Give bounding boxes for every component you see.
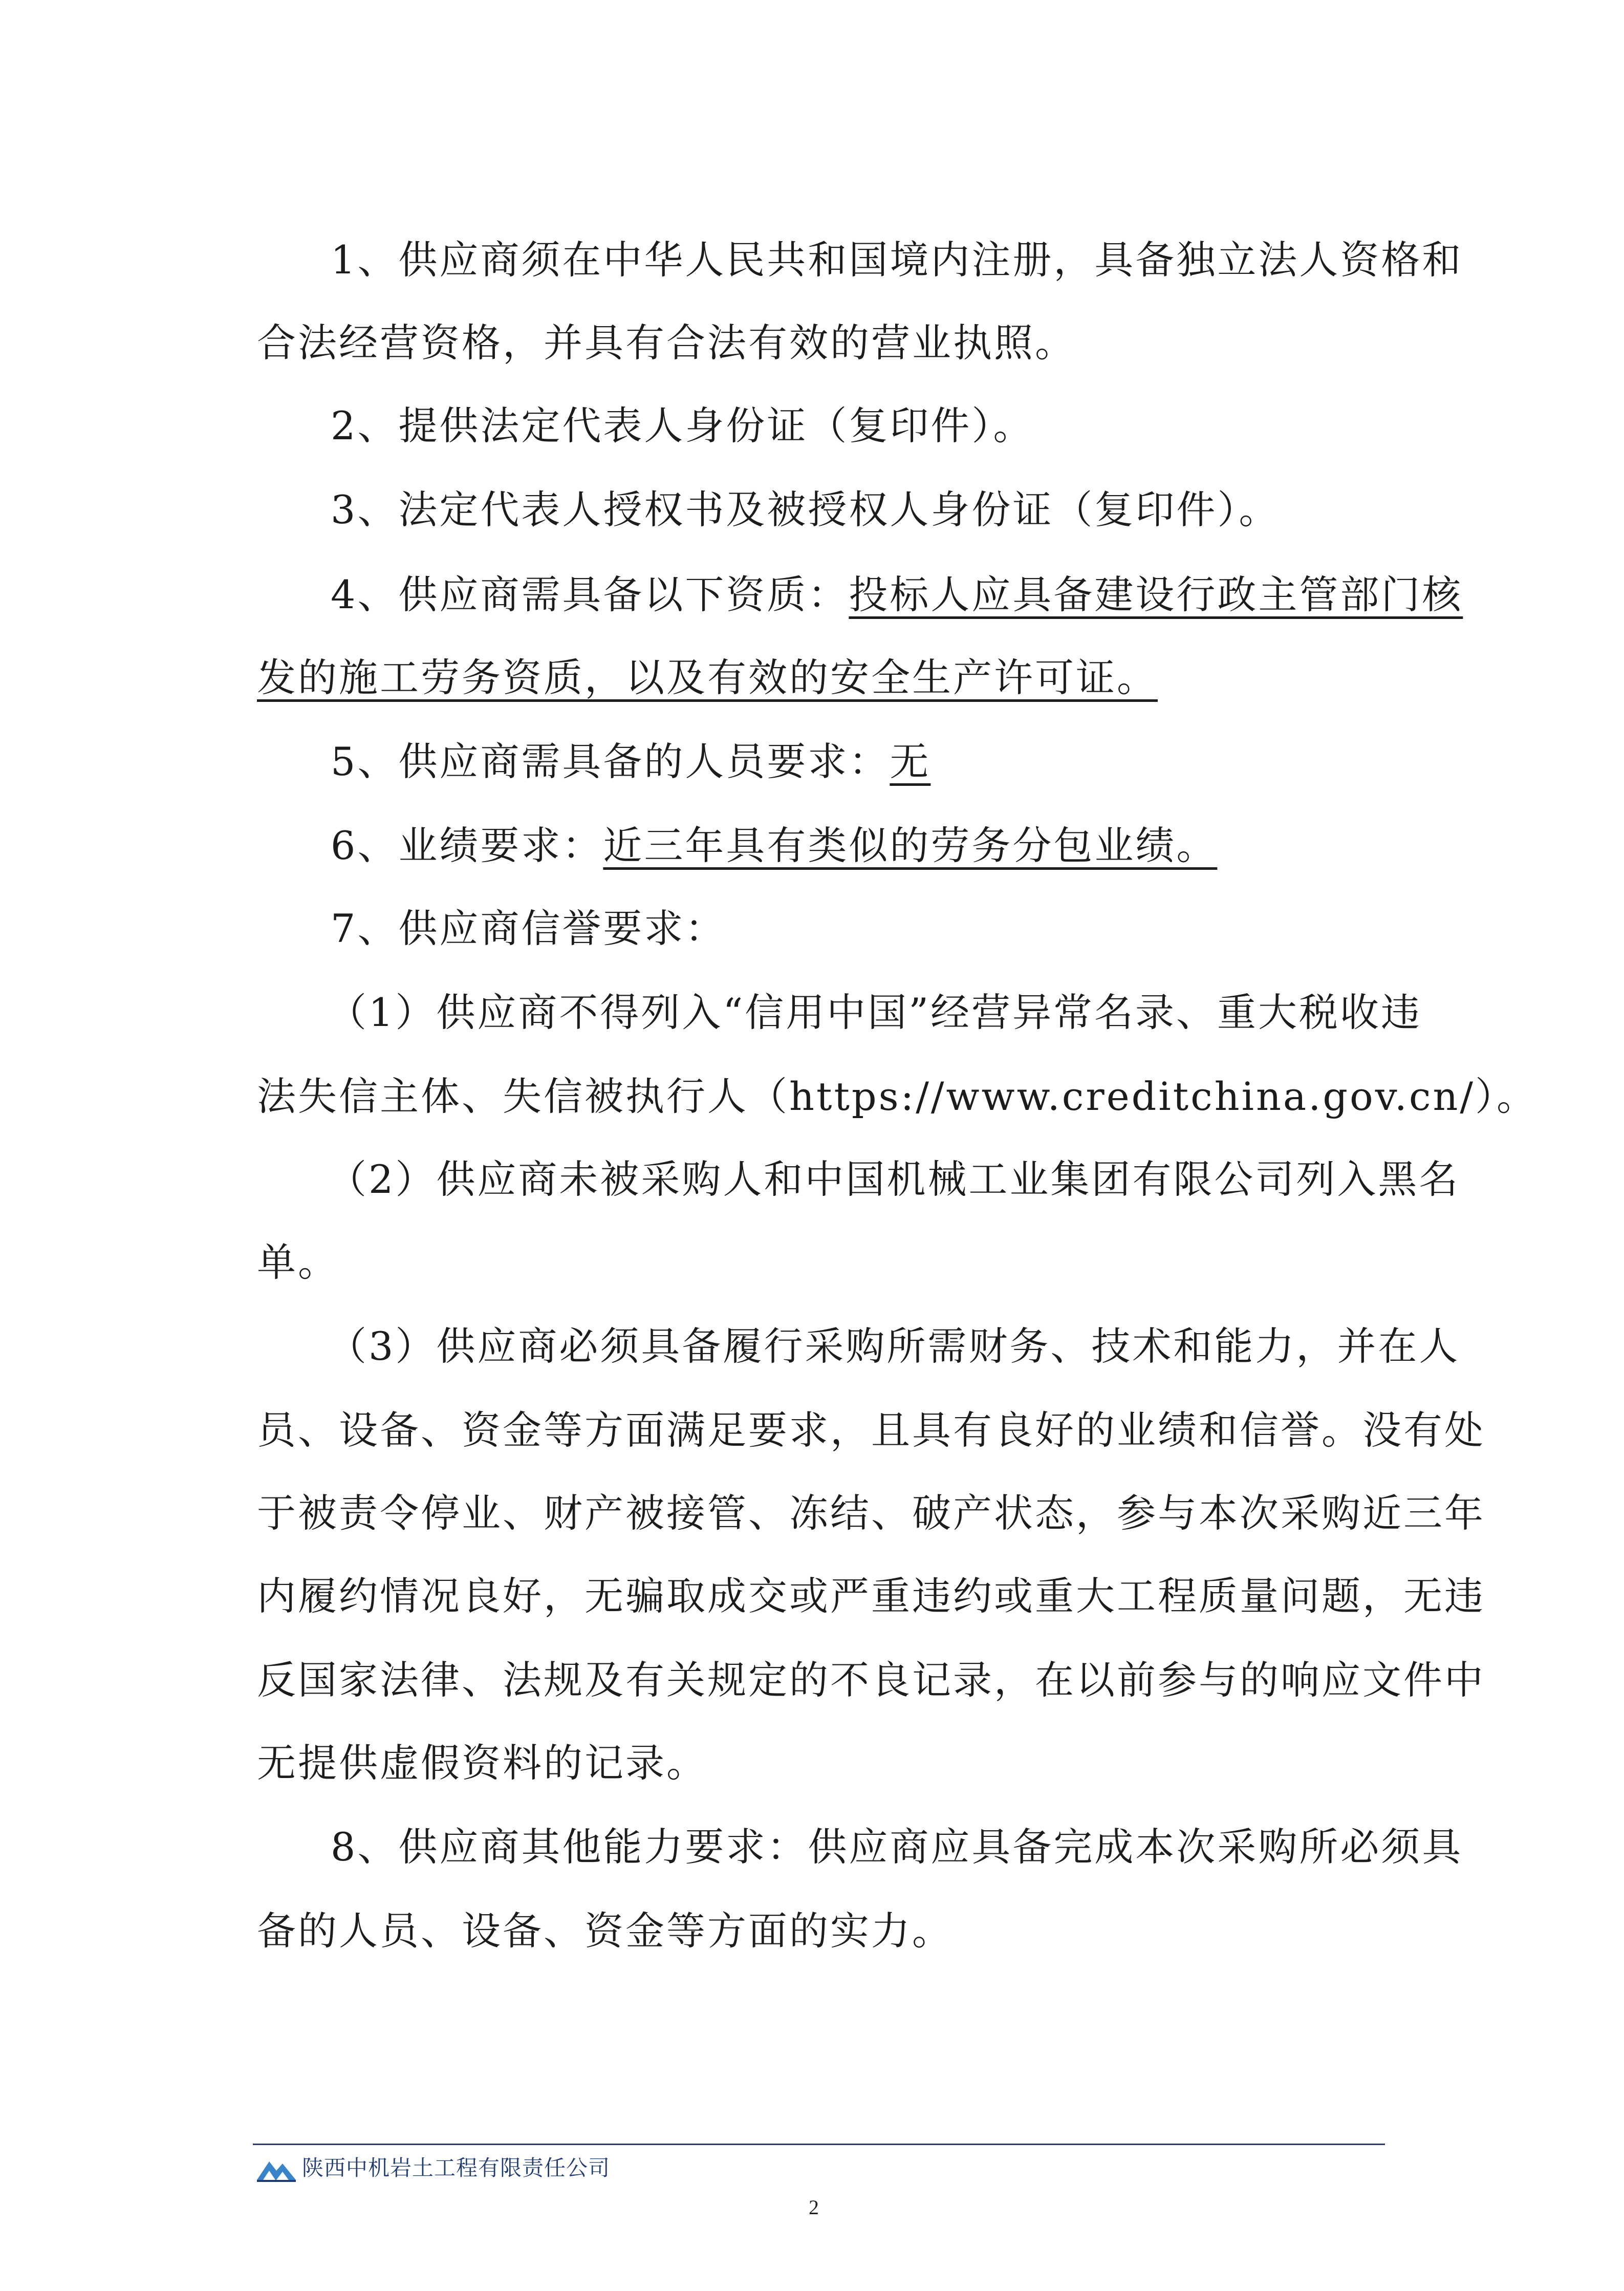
page-number: 2 bbox=[809, 2196, 819, 2219]
requirement-2: 2、提供法定代表人身份证（复印件）。 bbox=[331, 403, 1034, 448]
personnel-requirement-value: 无 bbox=[890, 739, 931, 784]
qualification-text-continued: 发的施工劳务资质，以及有效的安全生产许可证。 bbox=[257, 655, 1158, 700]
mountain-logo-icon bbox=[256, 2154, 297, 2183]
requirement-7-3-line-6: 无提供虚假资料的记录。 bbox=[257, 1740, 707, 1786]
footer-divider bbox=[253, 2144, 1385, 2145]
requirement-1-line-1: 1、供应商须在中华人民共和国境内注册，具备独立法人资格和 bbox=[331, 237, 1463, 283]
footer-company-name: 陕西中机岩土工程有限责任公司 bbox=[302, 2155, 611, 2180]
requirement-7-1-line-2: 法失信主体、失信被执行人（https://www.creditchina.gov.cn/）。 bbox=[257, 1074, 1538, 1119]
requirement-7-3-line-3: 于被责令停业、财产被接管、冻结、破产状态，参与本次采购近三年 bbox=[257, 1490, 1485, 1536]
requirement-7-3-line-5: 反国家法律、法规及有关规定的不良记录，在以前参与的响应文件中 bbox=[257, 1657, 1485, 1703]
performance-requirement-value: 近三年具有类似的劳务分包业绩。 bbox=[603, 823, 1218, 868]
requirement-3: 3、法定代表人授权书及被授权人身份证（复印件）。 bbox=[331, 487, 1280, 532]
requirement-8-line-2: 备的人员、设备、资金等方面的实力。 bbox=[257, 1908, 953, 1954]
requirement-7-2-line-2: 单。 bbox=[257, 1239, 339, 1285]
requirement-7-3-line-1: （3）供应商必须具备履行采购所需财务、技术和能力，并在人 bbox=[328, 1323, 1460, 1369]
requirement-7-heading: 7、供应商信誉要求： bbox=[331, 906, 726, 951]
requirement-1-line-2: 合法经营资格，并具有合法有效的营业执照。 bbox=[257, 320, 1076, 366]
requirement-6: 6、业绩要求：近三年具有类似的劳务分包业绩。 bbox=[331, 823, 1218, 868]
requirement-7-1-line-1: （1）供应商不得列入“信用中国”经营异常名录、重大税收违 bbox=[328, 990, 1422, 1035]
requirement-7-2-line-1: （2）供应商未被采购人和中国机械工业集团有限公司列入黑名 bbox=[328, 1157, 1460, 1202]
requirement-4-line-1: 4、供应商需具备以下资质：投标人应具备建设行政主管部门核 bbox=[331, 572, 1463, 617]
requirement-4-line-2 bbox=[257, 655, 1383, 700]
requirement-7-3-line-4: 内履约情况良好，无骗取成交或严重违约或重大工程质量问题，无违 bbox=[257, 1573, 1485, 1619]
requirement-8-line-1: 8、供应商其他能力要求：供应商应具备完成本次采购所必须具 bbox=[331, 1824, 1463, 1870]
requirement-5: 5、供应商需具备的人员要求：无 bbox=[331, 739, 931, 784]
requirement-7-3-line-2: 员、设备、资金等方面满足要求，且具有良好的业绩和信誉。没有处 bbox=[257, 1407, 1485, 1453]
qualification-text: 投标人应具备建设行政主管部门核 bbox=[849, 572, 1463, 617]
